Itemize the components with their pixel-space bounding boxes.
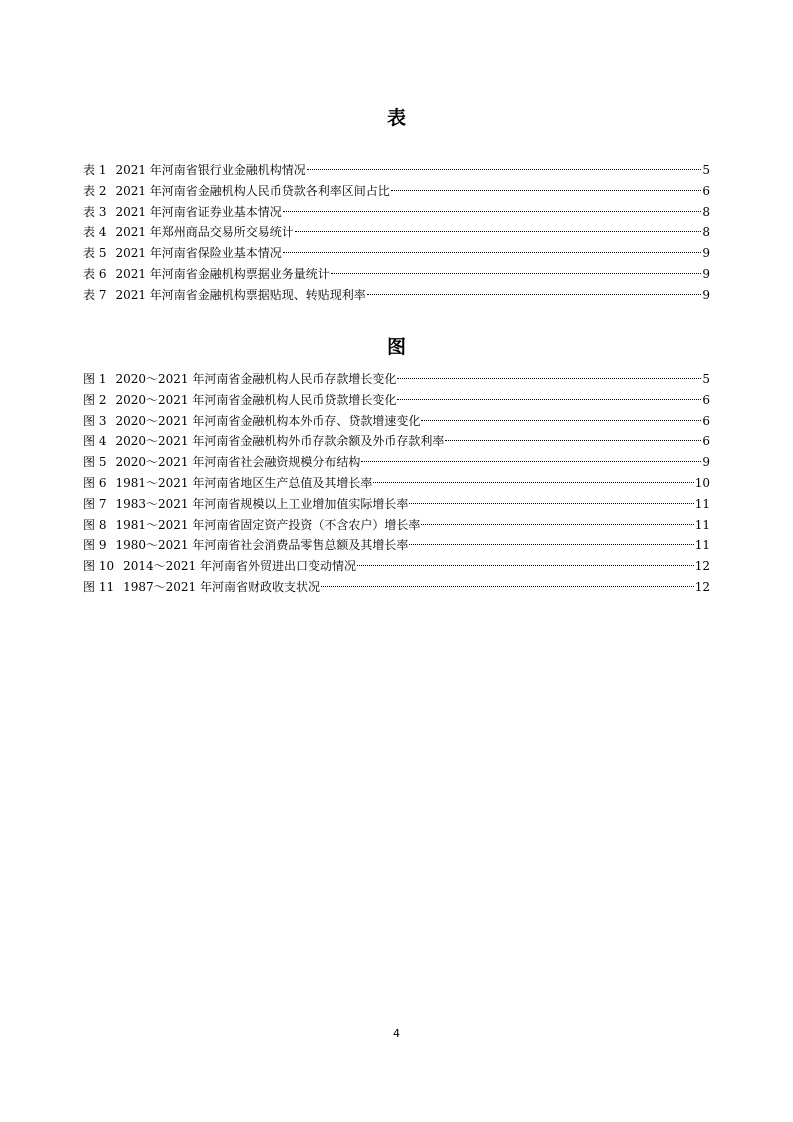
toc-entry-table-2[interactable] [83, 181, 710, 202]
toc-entry-label: 表 7 [83, 287, 107, 302]
toc-entry-text: 1981～2021 年河南省固定资产投资（不含农户）增长率 [115, 517, 421, 532]
toc-entry-page: 9 [702, 287, 710, 302]
toc-entry-label: 表 6 [83, 266, 107, 281]
toc-entry-page: 6 [702, 392, 710, 407]
toc-entry-page: 8 [702, 225, 710, 240]
toc-entry-text: 2021 年河南省证券业基本情况 [115, 204, 282, 219]
toc-entry-page: 12 [694, 559, 710, 574]
toc-entry-figure-9[interactable] [83, 535, 710, 556]
toc-entry-label: 表 4 [83, 225, 107, 240]
toc-entry-label: 图 9 [83, 538, 107, 553]
toc-entry-text: 2014～2021 年河南省外贸进出口变动情况 [123, 559, 356, 574]
toc-entry-page: 6 [702, 413, 710, 428]
toc-entry-figure-11[interactable] [83, 577, 710, 598]
toc-entry-text: 2021 年河南省银行业金融机构情况 [115, 163, 306, 177]
toc-entry-label: 图 8 [83, 517, 107, 532]
toc-entry-text: 2020～2021 年河南省金融机构人民币贷款增长变化 [115, 392, 397, 407]
toc-entry-figure-2[interactable] [83, 390, 710, 411]
toc-entry-page: 6 [702, 434, 710, 449]
toc-dot-leader [307, 169, 702, 170]
tables-section-title: 表 [386, 107, 406, 129]
toc-entry-text: 2020～2021 年河南省社会融资规模分布结构 [115, 455, 361, 470]
toc-entry-text: 2021 年郑州商品交易所交易统计 [115, 225, 294, 240]
toc-dot-leader [361, 461, 701, 462]
toc-dot-leader [391, 190, 702, 191]
toc-entry-page: 12 [694, 579, 710, 594]
toc-entry-figure-6[interactable] [83, 473, 710, 494]
toc-entry-label: 图 3 [83, 413, 107, 428]
toc-dot-leader [409, 544, 693, 545]
toc-entry-figure-7[interactable] [83, 494, 710, 515]
toc-dot-leader [397, 399, 701, 400]
tables-toc-list [83, 160, 710, 306]
toc-entry-page: 9 [702, 266, 710, 281]
toc-entry-table-3[interactable] [83, 202, 710, 223]
toc-entry-page: 5 [702, 163, 710, 177]
toc-entry-figure-3[interactable] [83, 411, 710, 432]
toc-entry-figure-5[interactable] [83, 452, 710, 473]
toc-entry-text: 2020～2021 年河南省金融机构外币存款余额及外币存款利率 [115, 434, 445, 449]
toc-entry-table-4[interactable] [83, 222, 710, 243]
toc-dot-leader [283, 252, 702, 253]
toc-entry-figure-8[interactable] [83, 515, 710, 536]
toc-dot-leader [295, 231, 702, 232]
toc-dot-leader [445, 440, 701, 441]
toc-entry-text: 1983～2021 年河南省规模以上工业增加值实际增长率 [115, 496, 409, 511]
toc-entry-label: 图 10 [83, 559, 115, 574]
toc-dot-leader [331, 273, 702, 274]
toc-entry-label: 图 4 [83, 434, 107, 449]
toc-dot-leader [321, 586, 694, 587]
toc-entry-label: 图 1 [83, 372, 107, 386]
toc-dot-leader [421, 524, 693, 525]
toc-dot-leader [283, 211, 702, 212]
toc-entry-text: 2020～2021 年河南省金融机构本外币存、贷款增速变化 [115, 413, 421, 428]
toc-entry-table-6[interactable] [83, 264, 710, 285]
toc-entry-figure-1[interactable] [83, 369, 710, 390]
toc-entry-page: 11 [694, 538, 710, 553]
toc-entry-page: 11 [694, 517, 710, 532]
toc-entry-label: 图 2 [83, 392, 107, 407]
toc-dot-leader [373, 482, 693, 483]
toc-entry-label: 表 2 [83, 183, 107, 198]
toc-entry-page: 9 [702, 455, 710, 470]
toc-entry-page: 10 [694, 475, 710, 490]
figures-toc-list [83, 369, 710, 598]
toc-entry-text: 2021 年河南省保险业基本情况 [115, 246, 282, 261]
toc-entry-label: 表 1 [83, 163, 107, 177]
toc-entry-page: 8 [702, 204, 710, 219]
toc-entry-text: 1980～2021 年河南省社会消费品零售总额及其增长率 [115, 538, 409, 553]
toc-entry-page: 9 [702, 246, 710, 261]
toc-dot-leader [409, 503, 693, 504]
toc-entry-label: 图 5 [83, 455, 107, 470]
toc-entry-text: 1987～2021 年河南省财政收支状况 [123, 579, 320, 594]
toc-dot-leader [367, 294, 702, 295]
toc-entry-label: 图 11 [83, 579, 115, 594]
toc-entry-label: 表 3 [83, 204, 107, 219]
toc-entry-label: 图 6 [83, 475, 107, 490]
toc-entry-text: 2021 年河南省金融机构票据业务量统计 [115, 266, 330, 281]
toc-entry-figure-4[interactable] [83, 431, 710, 452]
page-number: 4 [393, 1027, 400, 1040]
toc-dot-leader [397, 378, 701, 379]
toc-entry-text: 2021 年河南省金融机构人民币贷款各利率区间占比 [115, 183, 390, 198]
toc-entry-table-1[interactable] [83, 160, 710, 181]
toc-entry-label: 图 7 [83, 496, 107, 511]
toc-entry-page: 6 [702, 183, 710, 198]
toc-entry-page: 5 [702, 372, 710, 386]
toc-entry-label: 表 5 [83, 246, 107, 261]
toc-dot-leader [357, 565, 694, 566]
toc-entry-figure-10[interactable] [83, 556, 710, 577]
toc-entry-table-5[interactable] [83, 243, 710, 264]
toc-dot-leader [421, 420, 701, 421]
toc-entry-table-7[interactable] [83, 285, 710, 306]
toc-entry-text: 2020～2021 年河南省金融机构人民币存款增长变化 [115, 372, 397, 386]
toc-entry-text: 2021 年河南省金融机构票据贴现、转贴现利率 [115, 287, 366, 302]
figures-section-title: 图 [386, 336, 406, 358]
toc-entry-page: 11 [694, 496, 710, 511]
toc-entry-text: 1981～2021 年河南省地区生产总值及其增长率 [115, 475, 373, 490]
